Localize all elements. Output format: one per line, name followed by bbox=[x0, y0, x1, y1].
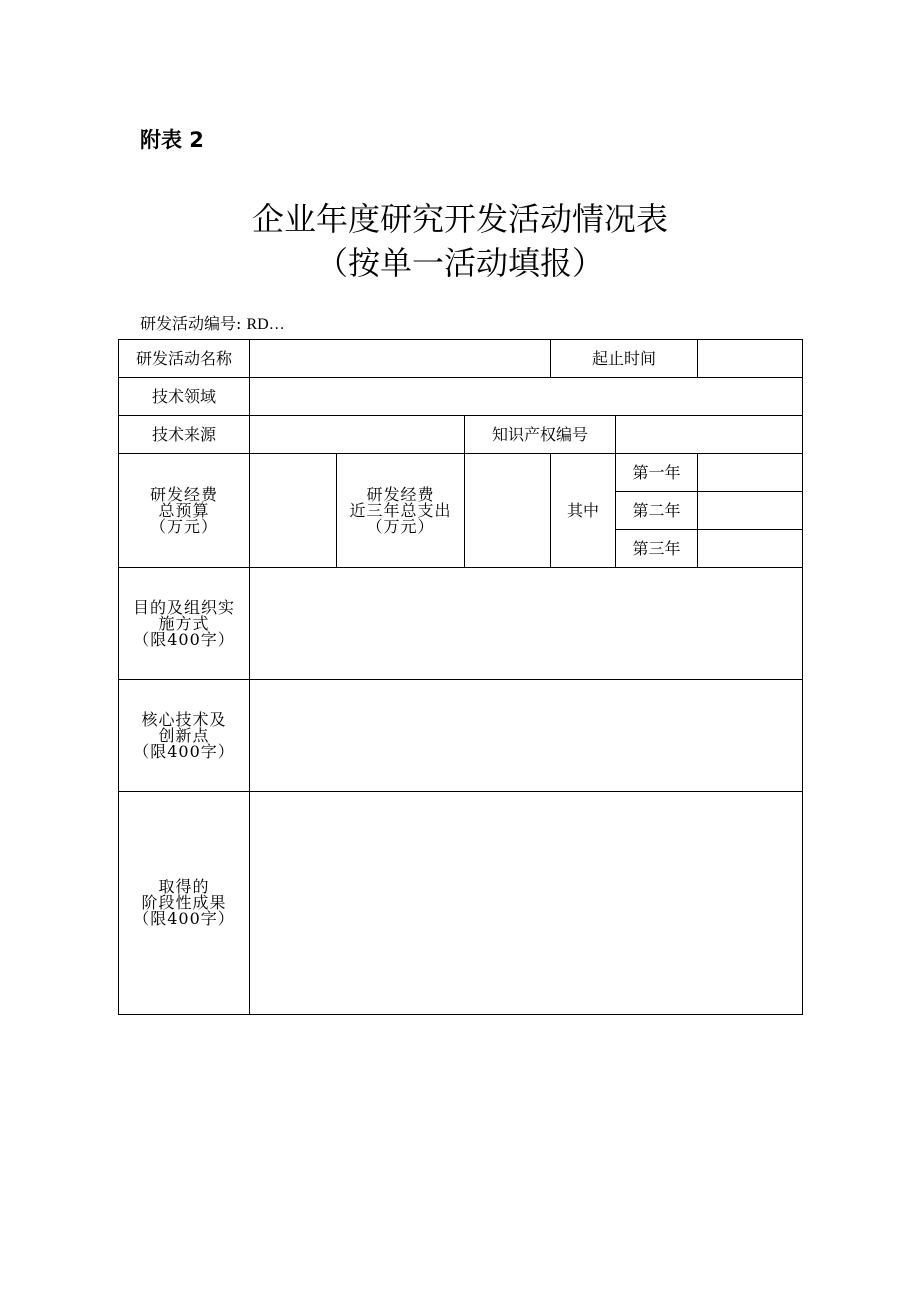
total-budget-label: 研发经费 总预算 （万元） bbox=[119, 454, 250, 568]
year-1-label: 第一年 bbox=[616, 454, 698, 492]
activity-code-value: RD… bbox=[246, 316, 285, 333]
tech-source-cell[interactable] bbox=[250, 416, 465, 454]
tech-field-cell[interactable] bbox=[250, 378, 803, 416]
core-tech-label: 核心技术及 创新点 （限400字） bbox=[119, 680, 250, 792]
year-1-cell[interactable] bbox=[698, 454, 803, 492]
year-2-cell[interactable] bbox=[698, 492, 803, 530]
ip-number-label: 知识产权编号 bbox=[465, 416, 616, 454]
year-2-label: 第二年 bbox=[616, 492, 698, 530]
activity-code-line bbox=[140, 311, 285, 334]
period-label: 起止时间 bbox=[551, 340, 698, 378]
among-label: 其中 bbox=[551, 454, 616, 568]
ip-number-cell[interactable] bbox=[616, 416, 803, 454]
year-3-cell[interactable] bbox=[698, 530, 803, 568]
year-3-label: 第三年 bbox=[616, 530, 698, 568]
core-tech-cell[interactable] bbox=[250, 680, 803, 792]
results-label: 取得的 阶段性成果 （限400字） bbox=[119, 792, 250, 1015]
three-year-spend-cell[interactable] bbox=[465, 454, 551, 568]
tech-field-label: 技术领域 bbox=[119, 378, 250, 416]
purpose-label: 目的及组织实 施方式 （限400字） bbox=[119, 568, 250, 680]
tech-source-label: 技术来源 bbox=[119, 416, 250, 454]
period-cell[interactable] bbox=[698, 340, 803, 378]
activity-name-label: 研发活动名称 bbox=[119, 340, 250, 378]
form-subtitle: （按单一活动填报） bbox=[315, 244, 604, 282]
total-budget-cell[interactable] bbox=[250, 454, 337, 568]
rd-activity-table bbox=[118, 339, 803, 1015]
activity-code-label: 研发活动编号: bbox=[140, 314, 242, 333]
form-title: 企业年度研究开发活动情况表 bbox=[251, 200, 668, 238]
three-year-spend-label: 研发经费 近三年总支出 （万元） bbox=[337, 454, 465, 568]
activity-name-cell[interactable] bbox=[250, 340, 551, 378]
appendix-label: 附表 2 bbox=[140, 128, 204, 152]
results-cell[interactable] bbox=[250, 792, 803, 1015]
purpose-cell[interactable] bbox=[250, 568, 803, 680]
